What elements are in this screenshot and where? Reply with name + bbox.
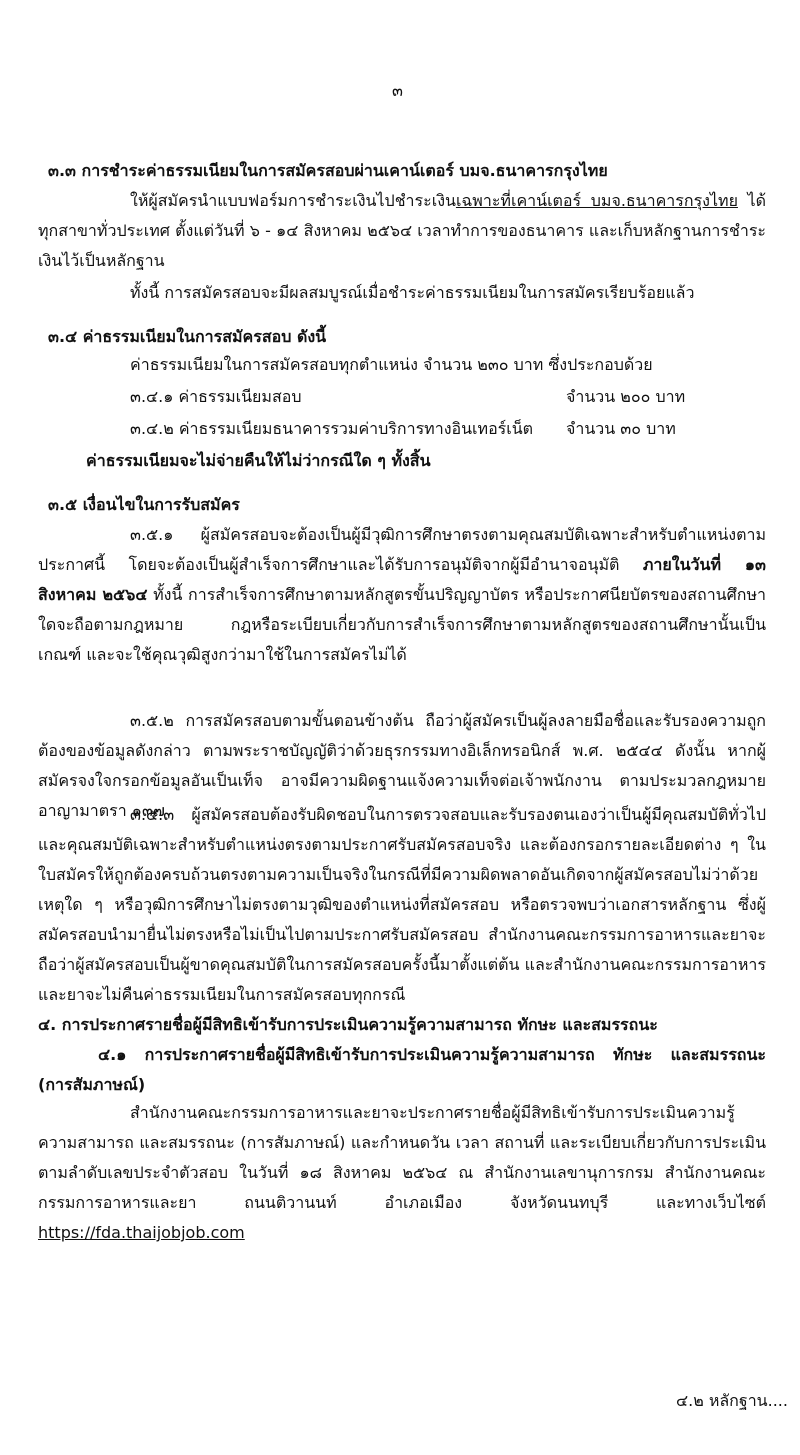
condition-3-5-2: ๓.๕.๒ การสมัครสอบตามขั้นตอนข้างต้น ถือว่าผู้สมัครเป็นผู้ลงลายมือชื่อและรับรองความถูกต้องของข้อมูลดังกล่าว ตามพระราชบัญญัติว่าด้วยธุรกรรมทางอิเล็กทรอนิกส์ พ.ศ. ๒๕๔๔ ดังนั้น หากผู้สมัครจงใจกรอกข้อมูลอันเป็นเท็จ อาจมีความผิดฐานแจ้งความเท็จต่อเจ้าพนักงาน ตามประมวลกฎหมายอาญามาตรา ๑๓๗ <box>38 711 766 820</box>
section-4-1-text: สำนักงานคณะกรรมการอาหารและยาจะประกาศรายชื่อผู้มีสิทธิเข้ารับการประเมินความรู้ความสามารถ และสมรรถนะ (การสัมภาษณ์) และกำหนดวัน เวลา สถานที่ และระเบียบเกี่ยวกับการประเมินตามลำดับเลขประจำตัวสอบ ในวันที่ ๑๘ สิงหาคม ๒๕๖๔ ณ สำนักงานเลขานุการกรม สำนักงานคณะกรรมการอาหารและยา ถนนติวานนท์ อำเภอเมือง จังหวัดนนทบุรี และทางเว็บไซต์ <box>38 1103 766 1212</box>
page-number: ๓ <box>392 81 403 100</box>
section-3-3-note: ทั้งนี้ การสมัครสอบจะมีผลสมบูรณ์เมื่อชำระค่าธรรมเนียมในการสมัครเรียบร้อยแล้ว <box>130 283 695 302</box>
section-3-3-paragraph <box>38 186 766 276</box>
website-link[interactable]: https://fda.thaijobjob.com <box>38 1223 245 1242</box>
section-4-1-title: ๔.๑ การประกาศรายชื่อผู้มีสิทธิเข้ารับการประเมินความรู้ความสามารถ ทักษะ และสมรรถนะ (การสัมภาษณ์) <box>38 1045 766 1094</box>
fee-intro: ค่าธรรมเนียมในการสมัครสอบทุกตำแหน่ง จำนวน ๒๓๐ บาท ซึ่งประกอบด้วย <box>130 355 653 374</box>
deadline-bold-text: ภายในวันที่ ๑๓ สิงหาคม ๒๕๖๔ <box>38 555 766 604</box>
condition-3-5-1-text-b: ทั้งนี้ การสำเร็จการศึกษาตามหลักสูตรขั้นปริญญาบัตร หรือประกาศนียบัตรของสถานศึกษาใดจะถือตามกฎหมาย กฎหรือระเบียบเกี่ยวกับการสำเร็จการศึกษาตามหลักสูตรของสถานศึกษานั้นเป็นเกณฑ์ และจะใช้คุณวุฒิสูงกว่ามาใช้ในการสมัครไม่ได้ <box>38 585 766 664</box>
next-page-marker: ๔.๒ หลักฐาน.... <box>676 1391 788 1410</box>
section-4-1-paragraph <box>38 1098 766 1248</box>
fee-item-label: ๓.๔.๑ ค่าธรรมเนียมสอบ <box>130 387 302 406</box>
section-3-4-title: ๓.๔ ค่าธรรมเนียมในการสมัครสอบ ดังนี้ <box>48 327 327 346</box>
fee-item-amount: จำนวน ๓๐ บาท <box>566 419 676 438</box>
section-3-3-title: ๓.๓ การชำระค่าธรรมเนียมในการสมัครสอบผ่านเคาน์เตอร์ บมจ.ธนาคารกรุงไทย <box>48 161 608 180</box>
fee-item-label: ๓.๔.๒ ค่าธรรมเนียมธนาคารรวมค่าบริการทางอินเทอร์เน็ต <box>130 419 534 438</box>
condition-3-5-1 <box>38 520 766 670</box>
section-3-5-title: ๓.๕ เงื่อนไขในการรับสมัคร <box>48 495 240 514</box>
section-3-3-text-a: ให้ผู้สมัครนำแบบฟอร์มการชำระเงินไปชำระเงิน <box>130 191 456 210</box>
section-3-3-text-b: ได้ทุกสาขาทั่วประเทศ ตั้งแต่วันที่ ๖ - ๑๔ สิงหาคม ๒๕๖๔ เวลาทำการของธนาคาร และเก็บหลักฐานการชำระเงินไว้เป็นหลักฐาน <box>38 191 766 270</box>
no-refund-note: ค่าธรรมเนียมจะไม่จ่ายคืนให้ไม่ว่ากรณีใด ๆ ทั้งสิ้น <box>86 451 431 470</box>
condition-3-5-1-text-a: ๓.๕.๑ ผู้สมัครสอบจะต้องเป็นผู้มีวุฒิการศึกษาตรงตามคุณสมบัติเฉพาะสำหรับตำแหน่งตามประกาศนี้ โดยจะต้องเป็นผู้สำเร็จการศึกษาและได้รับการอนุมัติจากผู้มีอำนาจอนุมัติ <box>38 525 766 574</box>
section-3-3-underlined-text: เฉพาะที่เคาน์เตอร์ บมจ.ธนาคารกรุงไทย <box>455 191 738 210</box>
fee-item-amount: จำนวน ๒๐๐ บาท <box>566 387 686 406</box>
condition-3-5-3: ๓.๕.๓ ผู้สมัครสอบต้องรับผิดชอบในการตรวจสอบและรับรองตนเองว่าเป็นผู้มีคุณสมบัติทั่วไปและคุณสมบัติเฉพาะสำหรับตำแหน่งตรงตามประกาศรับสมัครสอบจริง และต้องกรอกรายละเอียดต่าง ๆ ในใบสมัครให้ถูกต้องครบถ้วนตรงตามความเป็นจริงในกรณีที่มีความผิดพลาดอันเกิดจากผู้สมัครสอบไม่ว่าด้วยเหตุใด ๆ หรือวุฒิการศึกษาไม่ตรงตามวุฒิของตำแหน่งที่สมัครสอบ หรือตรวจพบว่าเอกสารหลักฐาน ซึ่งผู้สมัครสอบนำมายื่นไม่ตรงหรือไม่เป็นไปตามประกาศรับสมัครสอบ สำนักงานคณะกรรมการอาหารและยาจะถือว่าผู้สมัครสอบเป็นผู้ขาดคุณสมบัติในการสมัครสอบครั้งนี้มาตั้งแต่ต้น และสำนักงานคณะกรรมการอาหารและยาจะไม่คืนค่าธรรมเนียมในการสมัครสอบทุกกรณี <box>38 805 766 1004</box>
section-4-title: ๔. การประกาศรายชื่อผู้มีสิทธิเข้ารับการประเมินความรู้ความสามารถ ทักษะ และสมรรถนะ <box>38 1015 658 1034</box>
